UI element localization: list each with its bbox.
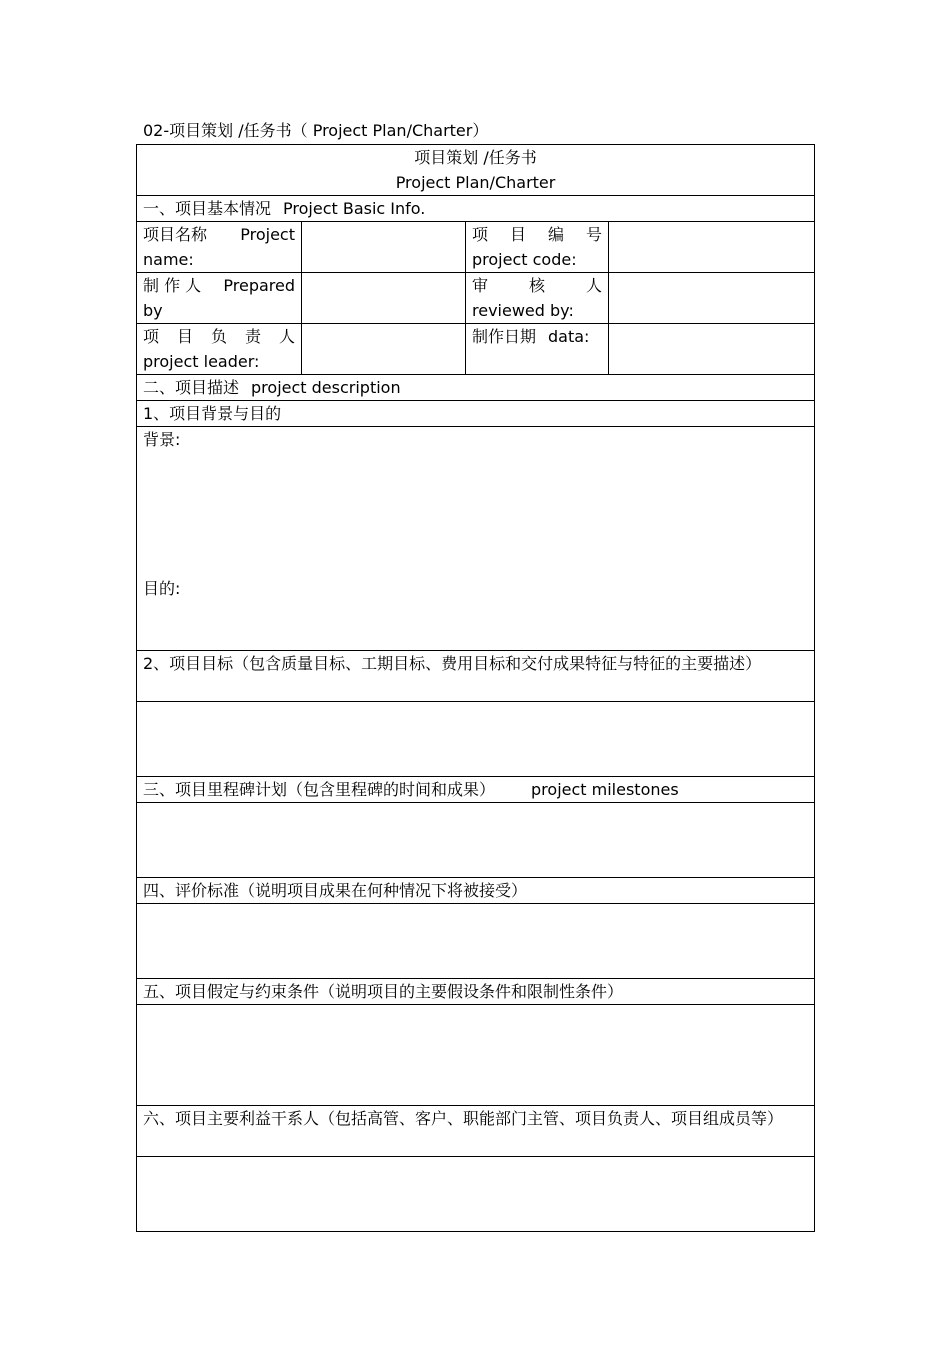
project-name-label [137,222,302,273]
date-field[interactable] [609,324,815,375]
project-code-field[interactable] [609,222,815,273]
project-leader-label-cn: 项 目 负 责 人 [143,327,295,346]
section-milestones-title [137,777,815,803]
subsection-objectives-title: 2、项目目标（包含质量目标、工期目标、费用目标和交付成果特征与特征的主要描述） [137,651,815,702]
section-description-title-en: project description [251,378,401,397]
reviewed-by-field[interactable] [609,273,815,324]
form-title-cn: 项目策划 /任务书 [414,148,537,167]
section-description-title [137,375,815,401]
prepared-by-field[interactable] [302,273,466,324]
project-name-label-cn: 项目名称 [143,225,208,244]
section-basic-info-title [137,196,815,222]
info-row-project-leader [137,324,815,375]
form-title-en: Project Plan/Charter [395,173,556,192]
info-row-prepared-by [137,273,815,324]
date-label-en: data: [548,327,590,346]
prepared-by-label-cn: 制 作 人 [143,276,202,295]
project-name-field[interactable] [302,222,466,273]
date-label-cn: 制作日期 [472,327,537,346]
assumptions-area[interactable] [137,1005,815,1106]
milestones-area[interactable] [137,803,815,878]
prepared-by-label-en-a: Prepared [223,276,295,295]
project-leader-field[interactable] [302,324,466,375]
reviewed-by-label [466,273,609,324]
form-header [137,145,815,196]
section-basic-info-title-en: Project Basic Info. [283,199,426,218]
prepared-by-label [137,273,302,324]
section-description-title-cn: 二、项目描述 [143,378,240,397]
purpose-label: 目的: [143,579,181,598]
subsection-background-purpose-title: 1、项目背景与目的 [137,401,815,427]
background-purpose-area[interactable] [137,427,815,651]
reviewed-by-label-cn: 审 核 人 [472,276,602,295]
project-code-label-cn: 项 目 编 号 [472,225,602,244]
section-assumptions-title: 五、项目假定与约束条件（说明项目的主要假设条件和限制性条件） [137,979,815,1005]
project-name-label-en-a: Project [240,225,295,244]
objectives-area[interactable] [137,702,815,777]
section-milestones-title-cn: 三、项目里程碑计划（包含里程碑的时间和成果） [143,780,496,799]
project-leader-label-en: project leader: [143,352,260,371]
reviewed-by-label-en: reviewed by: [472,301,574,320]
document-heading: 02-项目策划 /任务书（ Project Plan/Charter） [143,121,489,140]
project-leader-label [137,324,302,375]
project-code-label [466,222,609,273]
section-milestones-title-en: project milestones [531,780,679,799]
info-row-project-name [137,222,815,273]
date-label [466,324,609,375]
section-basic-info-title-cn: 一、项目基本情况 [143,199,272,218]
project-name-label-en-b: name: [143,250,194,269]
section-evaluation-title: 四、评价标准（说明项目成果在何种情况下将被接受） [137,878,815,904]
evaluation-area[interactable] [137,904,815,979]
background-label: 背景: [143,430,181,449]
stakeholders-area[interactable] [137,1157,815,1232]
project-charter-form [136,144,815,1232]
prepared-by-label-en-b: by [143,301,163,320]
project-code-label-en: project code: [472,250,577,269]
section-stakeholders-title: 六、项目主要利益干系人（包括高管、客户、职能部门主管、项目负责人、项目组成员等） [137,1106,815,1157]
